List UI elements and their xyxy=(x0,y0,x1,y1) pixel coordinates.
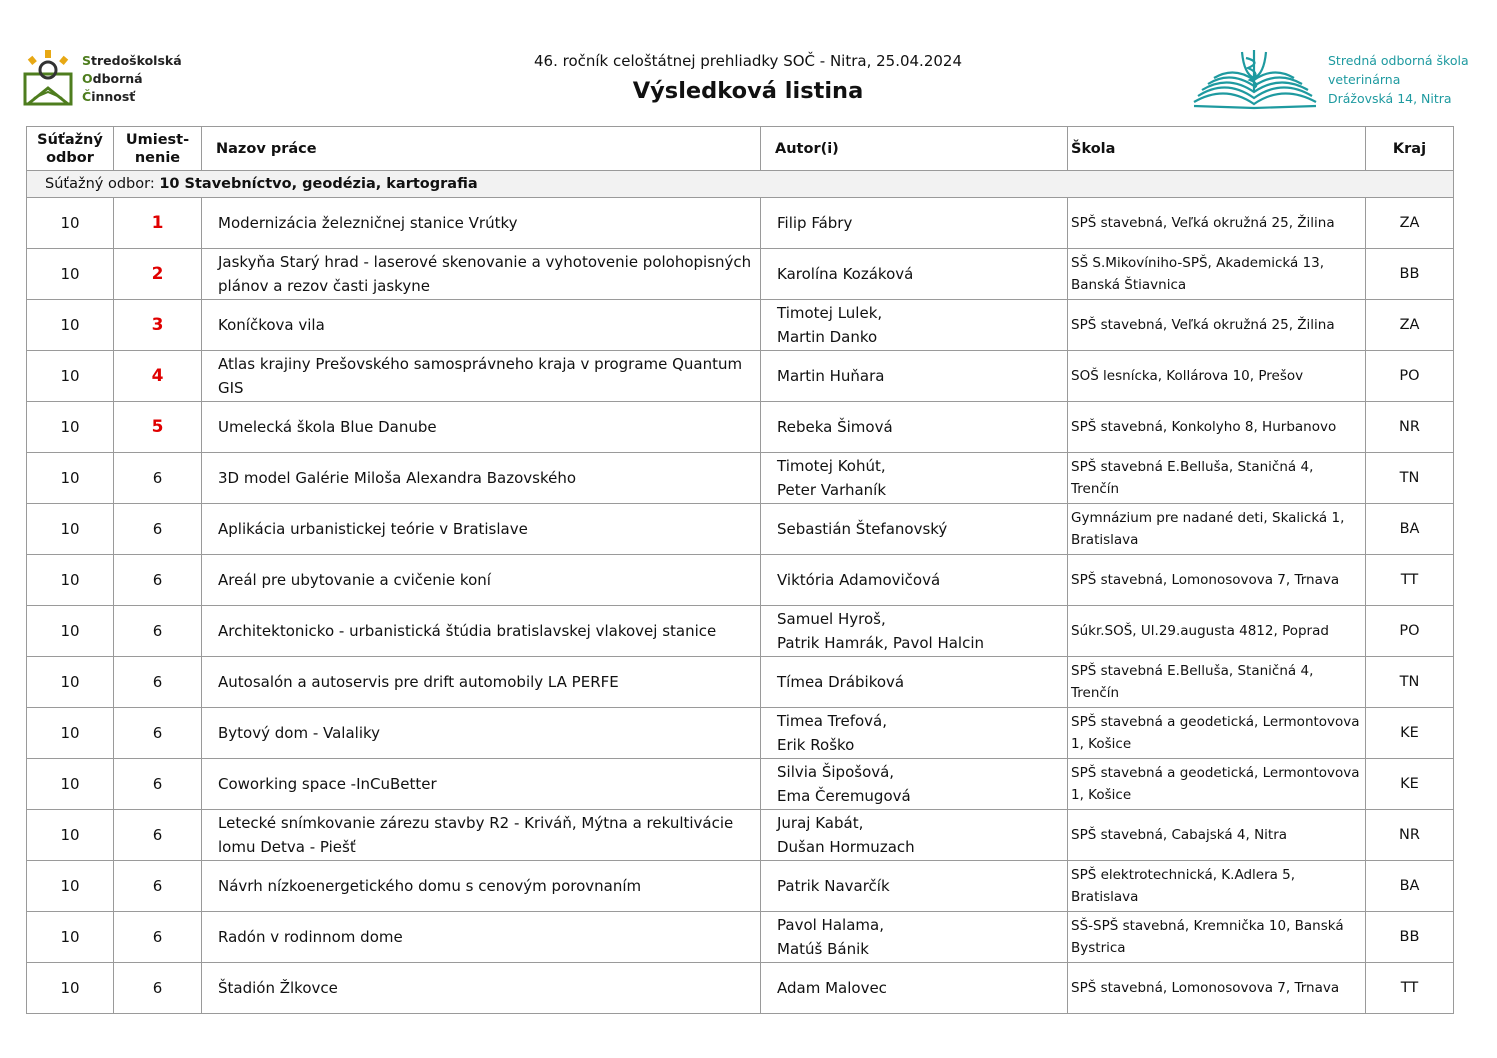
cell-school: SPŠ stavebná, Konkolyho 8, Hurbanovo xyxy=(1068,402,1366,453)
table-row xyxy=(27,759,1454,810)
cell-region: BA xyxy=(1366,504,1454,555)
cell-title: Autosalón a autoservis pre drift automobily LA PERFE xyxy=(202,657,761,708)
table-row xyxy=(27,708,1454,759)
table-row xyxy=(27,504,1454,555)
table-row xyxy=(27,198,1454,249)
cell-school: Súkr.SOŠ, Ul.29.augusta 4812, Poprad xyxy=(1068,606,1366,657)
table-row xyxy=(27,351,1454,402)
cell-title: Jaskyňa Starý hrad - laserové skenovanie a vyhotovenie polohopisných plánov a rezov časti jaskyne xyxy=(202,249,761,300)
author-name: Peter Varhaník xyxy=(777,481,887,499)
column-header-authors: Autor(i) xyxy=(761,127,1068,171)
cell-field: 10 xyxy=(27,708,114,759)
cell-place xyxy=(114,555,202,606)
cell-authors xyxy=(761,708,1068,759)
cell-school: SPŠ stavebná E.Belluša, Staničná 4, Trenčín xyxy=(1068,657,1366,708)
table-row xyxy=(27,453,1454,504)
cell-region: PO xyxy=(1366,351,1454,402)
cell-region: NR xyxy=(1366,402,1454,453)
author-name: Samuel Hyroš, xyxy=(777,610,886,628)
cell-title: 3D model Galérie Miloša Alexandra Bazovského xyxy=(202,453,761,504)
place-value: 6 xyxy=(152,622,163,640)
author-name: Rebeka Šimová xyxy=(777,418,893,436)
place-value: 2 xyxy=(151,264,164,284)
cell-authors xyxy=(761,351,1068,402)
cell-authors xyxy=(761,810,1068,861)
cell-school: SPŠ stavebná, Lomonosovova 7, Trnava xyxy=(1068,555,1366,606)
place-value: 6 xyxy=(152,979,163,997)
cell-authors xyxy=(761,249,1068,300)
cell-region: ZA xyxy=(1366,198,1454,249)
cell-field: 10 xyxy=(27,555,114,606)
cell-place xyxy=(114,912,202,963)
cell-authors xyxy=(761,912,1068,963)
cell-school: SŠ-SPŠ stavebná, Kremnička 10, Banská Bystrica xyxy=(1068,912,1366,963)
cell-authors xyxy=(761,657,1068,708)
column-header-field: Súťažný odbor xyxy=(27,127,114,171)
cell-title: Coworking space -InCuBetter xyxy=(202,759,761,810)
cell-field: 10 xyxy=(27,657,114,708)
soc-logo xyxy=(22,48,192,110)
table-row xyxy=(27,810,1454,861)
cell-region: KE xyxy=(1366,759,1454,810)
cell-title: Aplikácia urbanistickej teórie v Bratislave xyxy=(202,504,761,555)
table-row xyxy=(27,555,1454,606)
cell-title: Letecké snímkovanie zárezu stavby R2 - Kriváň, Mýtna a rekultivácie lomu Detva - Piešť xyxy=(202,810,761,861)
cell-place xyxy=(114,249,202,300)
cell-title: Areál pre ubytovanie a cvičenie koní xyxy=(202,555,761,606)
cell-region: TN xyxy=(1366,657,1454,708)
author-name: Sebastián Štefanovský xyxy=(777,520,948,538)
cell-title: Koníčkova vila xyxy=(202,300,761,351)
column-header-place: Umiest- nenie xyxy=(114,127,202,171)
cell-school: SPŠ stavebná a geodetická, Lermontovova 1, Košice xyxy=(1068,708,1366,759)
cell-title: Modernizácia železničnej stanice Vrútky xyxy=(202,198,761,249)
cell-title: Architektonicko - urbanistická štúdia bratislavskej vlakovej stanice xyxy=(202,606,761,657)
author-name: Matúš Bánik xyxy=(777,940,869,958)
cell-field: 10 xyxy=(27,963,114,1014)
cell-school: SOŠ lesnícka, Kollárova 10, Prešov xyxy=(1068,351,1366,402)
author-name: Adam Malovec xyxy=(777,979,887,997)
cell-authors xyxy=(761,198,1068,249)
soc-wordmark: Stredoškolská Odborná Činnosť xyxy=(82,53,182,104)
cell-school: Gymnázium pre nadané deti, Skalická 1, Bratislava xyxy=(1068,504,1366,555)
cell-field: 10 xyxy=(27,759,114,810)
cell-place xyxy=(114,708,202,759)
cell-title: Bytový dom - Valaliky xyxy=(202,708,761,759)
table-row xyxy=(27,963,1454,1014)
author-name: Patrik Navarčík xyxy=(777,877,890,895)
author-name: Dušan Hormuzach xyxy=(777,838,915,856)
cell-field: 10 xyxy=(27,249,114,300)
cell-field: 10 xyxy=(27,453,114,504)
place-value: 4 xyxy=(151,366,164,386)
section-name: 10 Stavebníctvo, geodézia, kartografia xyxy=(159,176,478,192)
cell-school: SPŠ stavebná E.Belluša, Staničná 4, Trenčín xyxy=(1068,453,1366,504)
place-value: 6 xyxy=(152,775,163,793)
cell-field: 10 xyxy=(27,861,114,912)
author-name: Filip Fábry xyxy=(777,214,853,232)
cell-field: 10 xyxy=(27,351,114,402)
author-name: Ema Čeremugová xyxy=(777,787,911,805)
cell-title: Umelecká škola Blue Danube xyxy=(202,402,761,453)
cell-place xyxy=(114,402,202,453)
cell-field: 10 xyxy=(27,810,114,861)
cell-authors xyxy=(761,861,1068,912)
table-row xyxy=(27,657,1454,708)
cell-authors xyxy=(761,300,1068,351)
cell-authors xyxy=(761,555,1068,606)
cell-region: TT xyxy=(1366,555,1454,606)
author-name: Patrik Hamrák, Pavol Halcin xyxy=(777,634,985,652)
place-value: 6 xyxy=(152,469,163,487)
cell-place xyxy=(114,810,202,861)
table-row xyxy=(27,249,1454,300)
cell-region: TT xyxy=(1366,963,1454,1014)
cell-field: 10 xyxy=(27,402,114,453)
place-value: 6 xyxy=(152,928,163,946)
cell-region: BA xyxy=(1366,861,1454,912)
school-logo xyxy=(1190,44,1480,114)
author-name: Pavol Halama, xyxy=(777,916,884,934)
veterinary-book-emblem-icon xyxy=(1190,44,1320,114)
cell-authors xyxy=(761,504,1068,555)
author-name: Martin Danko xyxy=(777,328,878,346)
cell-school: SPŠ stavebná, Lomonosovova 7, Trnava xyxy=(1068,963,1366,1014)
cell-field: 10 xyxy=(27,198,114,249)
cell-place xyxy=(114,606,202,657)
table-row xyxy=(27,912,1454,963)
author-name: Silvia Šipošová, xyxy=(777,763,895,781)
cell-authors xyxy=(761,402,1068,453)
author-name: Timotej Kohút, xyxy=(777,457,886,475)
table-row xyxy=(27,606,1454,657)
cell-school: SPŠ stavebná a geodetická, Lermontovova 1, Košice xyxy=(1068,759,1366,810)
cell-place xyxy=(114,759,202,810)
page-title: Výsledková listina xyxy=(632,78,864,104)
cell-region: BB xyxy=(1366,249,1454,300)
section-label xyxy=(27,171,1454,198)
author-name: Tímea Drábiková xyxy=(777,673,905,691)
cell-title: Radón v rodinnom dome xyxy=(202,912,761,963)
cell-authors xyxy=(761,453,1068,504)
place-value: 1 xyxy=(151,213,164,233)
place-value: 6 xyxy=(152,520,163,538)
cell-region: PO xyxy=(1366,606,1454,657)
section-prefix: Súťažný odbor: xyxy=(45,176,160,192)
place-value: 6 xyxy=(152,571,163,589)
document-header xyxy=(430,52,1066,104)
cell-place xyxy=(114,198,202,249)
cell-field: 10 xyxy=(27,504,114,555)
cell-title: Štadión Žlkovce xyxy=(202,963,761,1014)
cell-region: NR xyxy=(1366,810,1454,861)
author-name: Erik Roško xyxy=(777,736,855,754)
cell-authors xyxy=(761,606,1068,657)
author-name: Martin Huňara xyxy=(777,367,885,385)
cell-school: SPŠ stavebná, Cabajská 4, Nitra xyxy=(1068,810,1366,861)
cell-school: SŠ S.Mikovíniho-SPŠ, Akademická 13, Banská Štiavnica xyxy=(1068,249,1366,300)
cell-place xyxy=(114,657,202,708)
cell-authors xyxy=(761,963,1068,1014)
column-header-region: Kraj xyxy=(1366,127,1454,171)
cell-place xyxy=(114,963,202,1014)
column-header-title: Nazov práce xyxy=(202,127,761,171)
results-table xyxy=(26,126,1454,1014)
cell-place xyxy=(114,300,202,351)
event-line: 46. ročník celoštátnej prehliadky SOČ - Nitra, 25.04.2024 xyxy=(533,52,962,70)
cell-place xyxy=(114,861,202,912)
author-name: Juraj Kabát, xyxy=(777,814,864,832)
cell-region: BB xyxy=(1366,912,1454,963)
section-row xyxy=(27,171,1454,198)
author-name: Viktória Adamovičová xyxy=(777,571,941,589)
cell-school: SPŠ stavebná, Veľká okružná 25, Žilina xyxy=(1068,300,1366,351)
cell-region: TN xyxy=(1366,453,1454,504)
cell-title: Návrh nízkoenergetického domu s cenovým porovnaním xyxy=(202,861,761,912)
cell-region: ZA xyxy=(1366,300,1454,351)
table-header-row xyxy=(27,127,1454,171)
school-name: Stredná odborná škola veterinárna Drážovská 14, Nitra xyxy=(1328,53,1469,106)
cell-school: SPŠ elektrotechnická, K.Adlera 5, Bratislava xyxy=(1068,861,1366,912)
cell-place xyxy=(114,504,202,555)
table-row xyxy=(27,300,1454,351)
soc-emblem-icon xyxy=(22,48,74,110)
cell-field: 10 xyxy=(27,300,114,351)
place-value: 6 xyxy=(152,673,163,691)
cell-region: KE xyxy=(1366,708,1454,759)
author-name: Timotej Lulek, xyxy=(777,304,883,322)
cell-title: Atlas krajiny Prešovského samosprávneho kraja v programe Quantum GIS xyxy=(202,351,761,402)
cell-place xyxy=(114,453,202,504)
place-value: 5 xyxy=(151,417,164,437)
author-name: Karolína Kozáková xyxy=(777,265,914,283)
cell-place xyxy=(114,351,202,402)
place-value: 6 xyxy=(152,724,163,742)
place-value: 3 xyxy=(151,315,164,335)
cell-school: SPŠ stavebná, Veľká okružná 25, Žilina xyxy=(1068,198,1366,249)
cell-field: 10 xyxy=(27,606,114,657)
table-row xyxy=(27,402,1454,453)
author-name: Timea Trefová, xyxy=(777,712,887,730)
cell-field: 10 xyxy=(27,912,114,963)
table-row xyxy=(27,861,1454,912)
place-value: 6 xyxy=(152,826,163,844)
place-value: 6 xyxy=(152,877,163,895)
cell-authors xyxy=(761,759,1068,810)
column-header-school: Škola xyxy=(1068,127,1366,171)
